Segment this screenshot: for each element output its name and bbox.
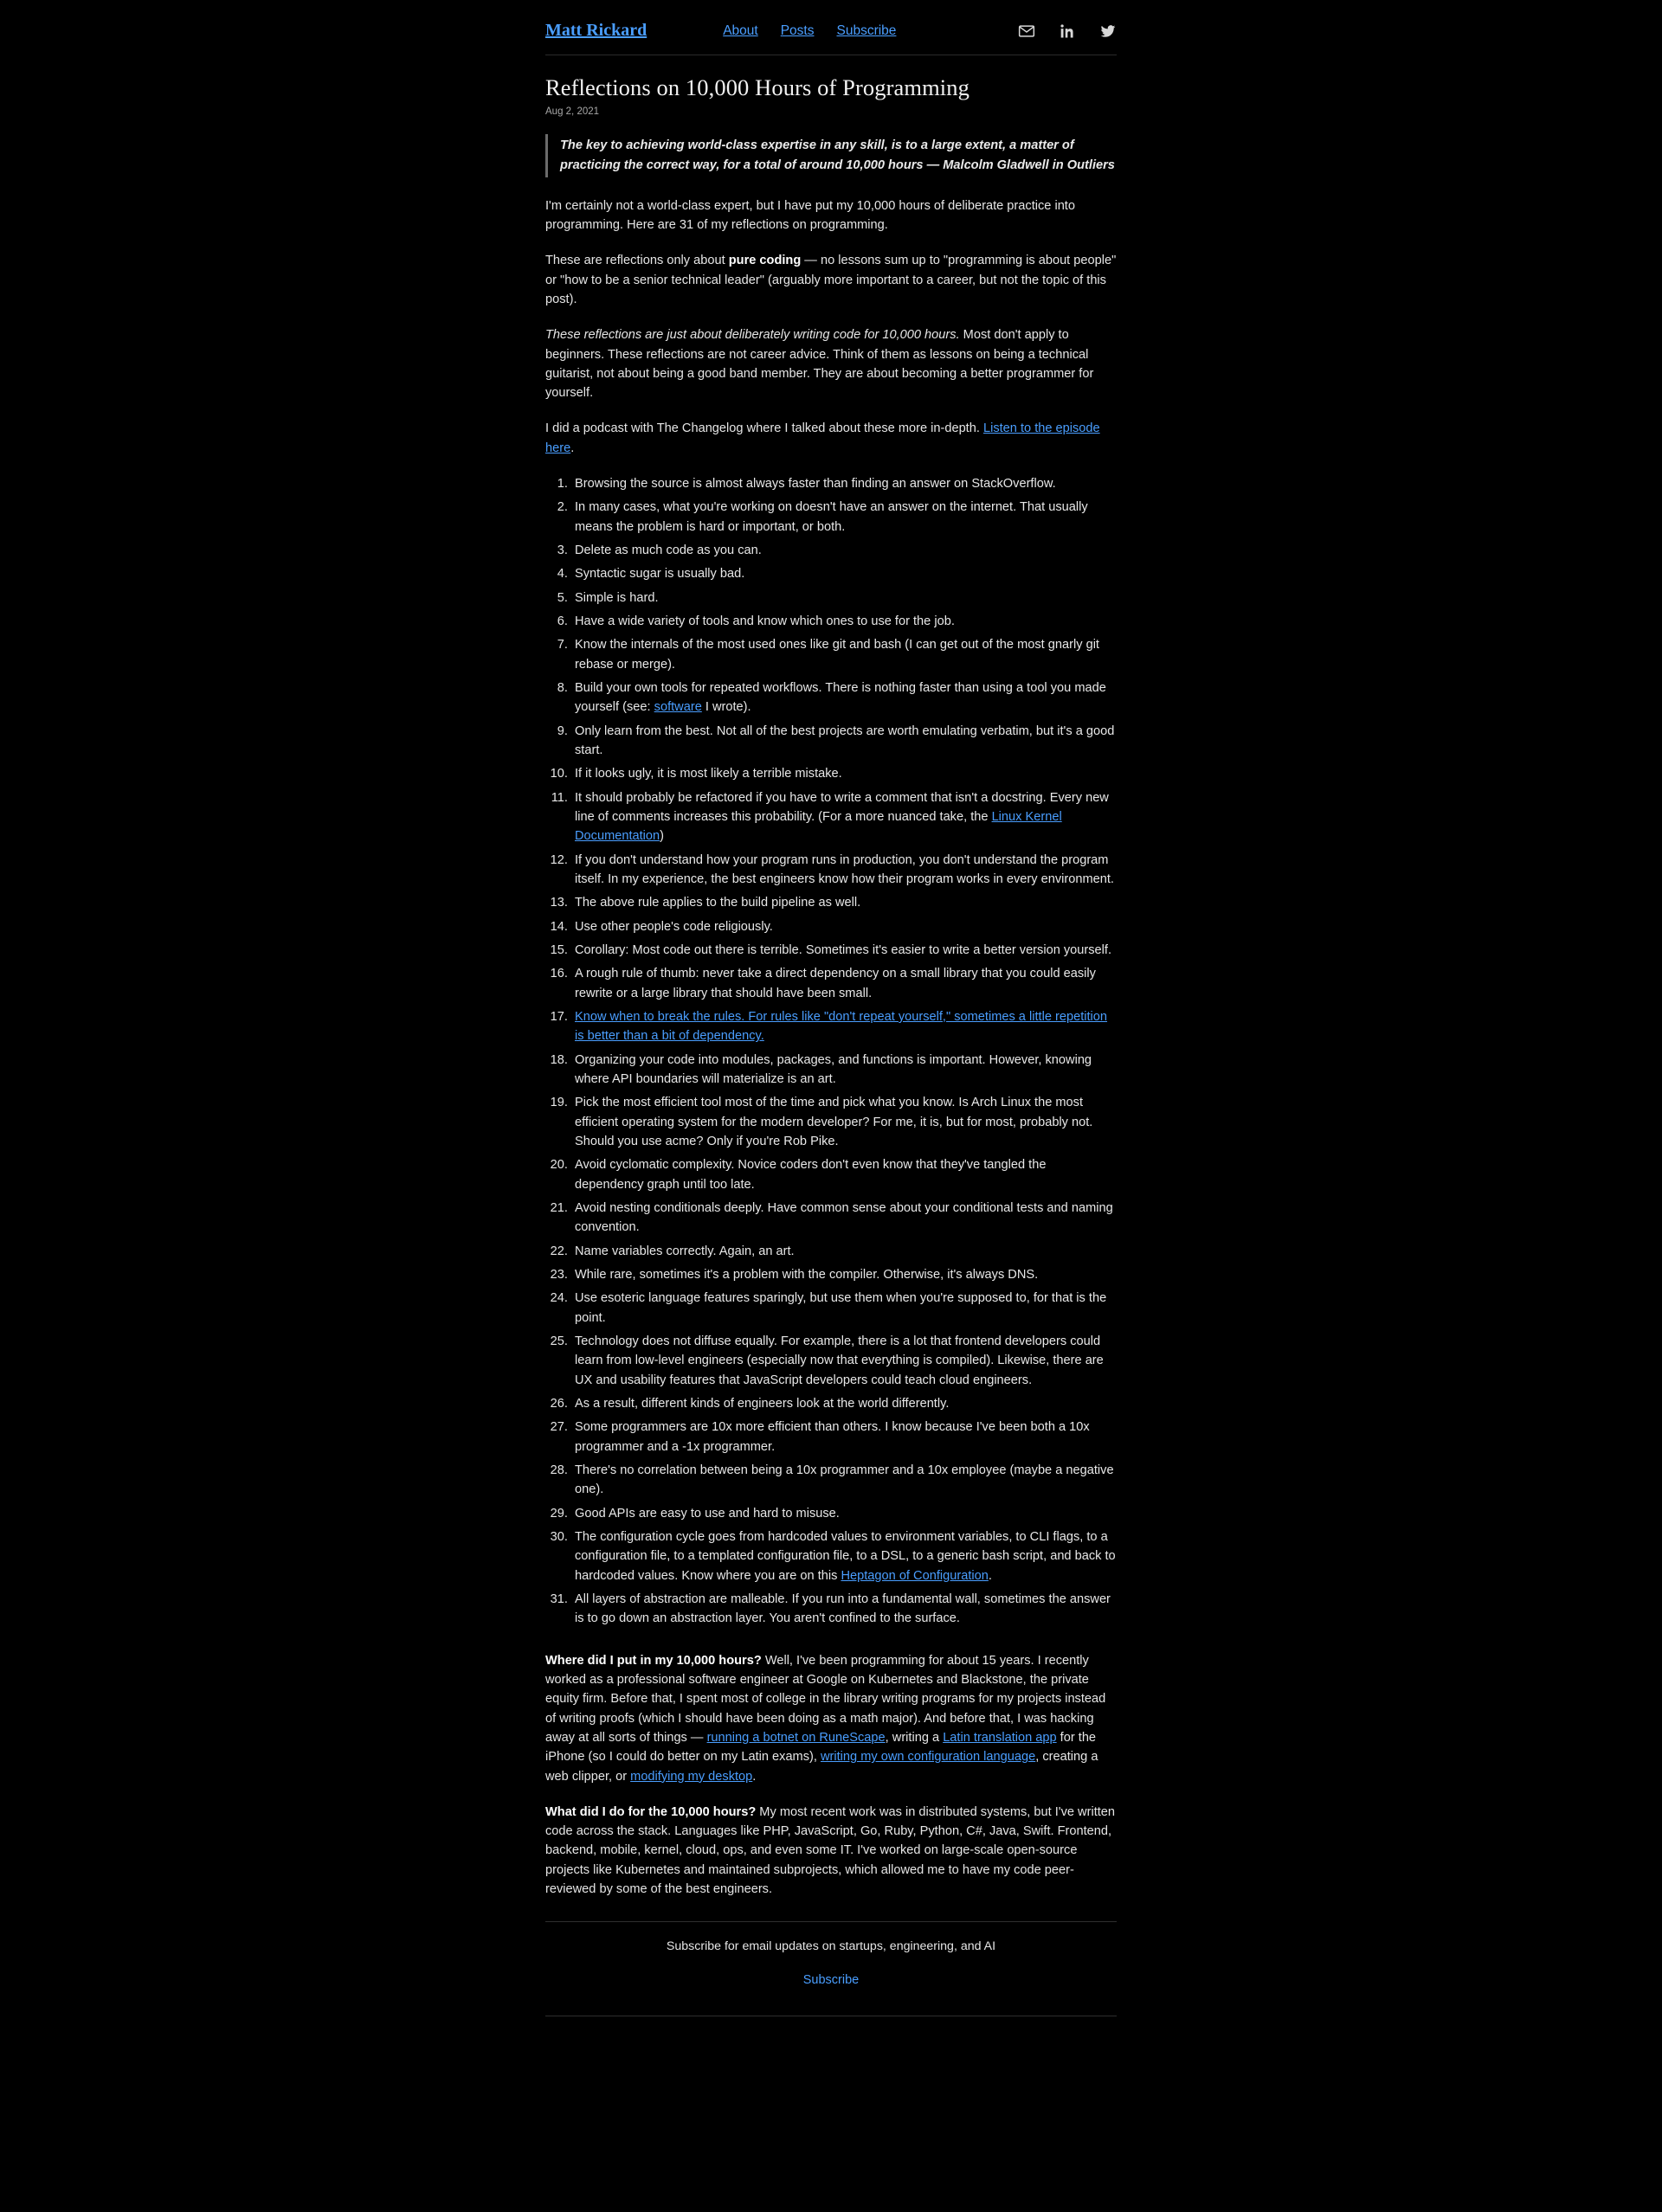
twitter-icon[interactable] — [1099, 23, 1117, 40]
list-item — [571, 1332, 1117, 1390]
intro-4-part-b: . — [570, 440, 575, 455]
modifying-desktop-link[interactable]: modifying my desktop — [630, 1769, 753, 1784]
site-header — [545, 9, 1117, 55]
list-item — [571, 1527, 1117, 1585]
list-item-text: Use esoteric language features sparingly, but use them when you're supposed to, for that is the point. — [575, 1291, 1107, 1325]
linux-kernel-documentation-link[interactable]: Linux Kernel Documentation — [575, 810, 1062, 844]
list-item-text: Know the internals of the most used ones like git and bash (I can get out of the most gnarly git rebase or merge). — [575, 638, 1099, 672]
where-text-5: . — [752, 1769, 757, 1784]
software-link[interactable]: software — [654, 700, 702, 715]
runescape-botnet-link[interactable]: running a botnet on RuneScape — [706, 1730, 886, 1745]
nav-item-about[interactable]: About — [723, 23, 758, 38]
list-item — [571, 1155, 1117, 1194]
where-hours-heading: Where did I put in my 10,000 hours? — [545, 1653, 762, 1668]
main-navigation — [697, 23, 896, 39]
where-text-1: Well, I've been programming for about 15 years. I recently worked as a professional software engineer at Google on Kubernetes and Blackstone, the private equity firm. Before that, I spent most of college in the library writing programs for my projects instead of writing proofs (which I should have been doing as a math major). And before that, I was hacking away at all sorts of things — — [545, 1653, 1106, 1745]
list-item-text: Simple is hard. — [575, 590, 659, 605]
nav-item-posts[interactable]: Posts — [780, 23, 815, 38]
subscribe-button[interactable]: Subscribe — [802, 1973, 860, 1988]
where-text-4: , creating a web clipper, or — [545, 1750, 1098, 1784]
list-item-text: Technology does not diffuse equally. For example, there is a lot that frontend developers could learn from low-level engineers (especially now that everything is compiled). Likewise, there are UX and usability features that JavaScript developers could teach cloud engineers. — [575, 1334, 1104, 1387]
content-container — [545, 0, 1117, 2016]
list-item — [571, 1504, 1117, 1523]
list-item — [571, 1289, 1117, 1328]
linkedin-icon[interactable] — [1059, 23, 1076, 40]
email-icon[interactable] — [1018, 23, 1035, 40]
list-item — [571, 851, 1117, 890]
list-item-text-tail: I wrote). — [701, 700, 751, 715]
list-item — [571, 1199, 1117, 1238]
paragraph-where-hours — [545, 1651, 1117, 1786]
list-item — [571, 788, 1117, 846]
list-item — [571, 588, 1117, 608]
latin-translation-app-link[interactable]: Latin translation app — [943, 1730, 1057, 1745]
list-item — [571, 564, 1117, 583]
list-item — [571, 1265, 1117, 1284]
list-item-text: Avoid nesting conditionals deeply. Have common sense about your conditional tests and naming convention. — [575, 1200, 1113, 1235]
list-item — [571, 1590, 1117, 1629]
list-item-text: There's no correlation between being a 10x programmer and a 10x employee (maybe a negative one). — [575, 1463, 1114, 1497]
list-item — [571, 917, 1117, 936]
list-item — [571, 541, 1117, 560]
where-text-3: for the iPhone (so I could do better on my Latin exams), — [545, 1730, 1097, 1765]
intro-2-part-a: These are reflections only about — [545, 254, 729, 268]
list-item — [571, 941, 1117, 960]
list-item-text: Corollary: Most code out there is terrible. Sometimes it's easier to write a better version yourself. — [575, 943, 1112, 958]
paragraph-intro-1: I'm certainly not a world-class expert, but I have put my 10,000 hours of deliberate practice into programming. Here are 31 of my reflections on programming. — [545, 198, 1075, 232]
divider — [545, 1921, 1117, 1922]
what-did-i-do-heading: What did I do for the 10,000 hours? — [545, 1804, 757, 1819]
paragraph-intro-2 — [545, 251, 1117, 309]
list-item — [571, 1242, 1117, 1261]
reflections-list — [545, 474, 1117, 1628]
list-item — [571, 764, 1117, 783]
list-item-text: Name variables correctly. Again, an art. — [575, 1244, 795, 1258]
list-item-text-tail: . — [988, 1568, 992, 1583]
list-item-text: Avoid cyclomatic complexity. Novice coders don't even know that they've tangled the dependency graph until too late. — [575, 1158, 1047, 1192]
paragraph-what-did-i-do — [545, 1803, 1117, 1900]
list-item — [571, 893, 1117, 912]
list-item-text: Pick the most efficient tool most of the time and pick what you know. Is Arch Linux the most efficient operating system for the modern developer? For me, it is, but for most, probably not. Should you use acme? Only if you're Rob Pike. — [575, 1096, 1093, 1148]
list-item-text: If you don't understand how your program runs in production, you don't understand the program itself. In my experience, the best engineers know how their program works in every environment. — [575, 852, 1114, 887]
nav-item-subscribe[interactable]: Subscribe — [836, 23, 897, 38]
list-item-text: In many cases, what you're working on doesn't have an answer on the internet. That usually means the problem is hard or important, or both. — [575, 500, 1088, 534]
list-item-text: Delete as much code as you can. — [575, 543, 762, 558]
page-title: Reflections on 10,000 Hours of Programming — [545, 74, 970, 100]
list-item — [571, 1461, 1117, 1500]
break-the-rules-link[interactable]: Know when to break the rules. For rules like "don't repeat yourself," sometimes a little repetition is better than a bit of dependency. — [575, 1010, 1108, 1044]
subscribe-section — [545, 1939, 1117, 1993]
list-item-text: All layers of abstraction are malleable. If you run into a fundamental wall, sometimes the answer is to go down an abstraction layer. You aren't confined to the surface. — [575, 1591, 1111, 1626]
paragraph-intro-3 — [545, 325, 1117, 402]
post-date: Aug 2, 2021 — [545, 106, 600, 117]
list-item — [571, 1093, 1117, 1151]
site-brand-link[interactable]: Matt Rickard — [545, 21, 647, 40]
list-item — [571, 498, 1117, 537]
list-item-text: The configuration cycle goes from hardcoded values to environment variables, to CLI flags, to a configuration file, to a templated configuration file, to a DSL, to a generic bash script, and back to hardcoded values. Know where you are on this — [575, 1529, 1116, 1583]
list-item — [571, 678, 1117, 717]
list-item-text-tail: ) — [660, 829, 665, 844]
list-item — [571, 722, 1117, 761]
list-item — [571, 474, 1117, 493]
list-item — [571, 635, 1117, 674]
heptagon-of-configuration-link[interactable]: Heptagon of Configuration — [841, 1568, 989, 1583]
list-item-text: As a result, different kinds of engineers look at the world differently. — [575, 1396, 950, 1411]
where-text-2: , writing a — [885, 1730, 944, 1745]
list-item-text: While rare, sometimes it's a problem with the compiler. Otherwise, it's always DNS. — [575, 1267, 1039, 1282]
list-item-text: Organizing your code into modules, packages, and functions is important. However, knowing where API boundaries will materialize is an art. — [575, 1052, 1092, 1086]
list-item — [571, 1007, 1117, 1046]
list-item-text: Use other people's code religiously. — [575, 919, 773, 934]
list-item — [571, 1394, 1117, 1413]
configuration-language-link[interactable]: writing my own configuration language — [820, 1750, 1036, 1765]
list-item-text: Browsing the source is almost always faster than finding an answer on StackOverflow. — [575, 477, 1056, 492]
list-item-text: Have a wide variety of tools and know which ones to use for the job. — [575, 614, 955, 629]
subscribe-description: Subscribe for email updates on startups, engineering, and AI — [666, 1939, 996, 1954]
list-item — [571, 612, 1117, 631]
list-item — [571, 1051, 1117, 1090]
list-item-text: Syntactic sugar is usually bad. — [575, 567, 745, 582]
intro-2-bold: pure coding — [728, 254, 802, 268]
list-item-text: Build your own tools for repeated workflows. There is nothing faster than using a tool you made yourself (see: — [575, 681, 1106, 715]
paragraph-intro-4 — [545, 419, 1117, 458]
social-links — [1018, 23, 1117, 40]
list-item-text: Good APIs are easy to use and hard to misuse. — [575, 1506, 840, 1521]
list-item — [571, 964, 1117, 1003]
podcast-episode-link[interactable]: Listen to the episode here — [545, 421, 1100, 455]
list-item-text: A rough rule of thumb: never take a direct dependency on a small library that you could easily rewrite or a large library that should have been small. — [575, 967, 1096, 1000]
what-did-i-do-text: My most recent work was in distributed systems, but I've written code across the stack. Languages like PHP, JavaScript, Go, Ruby, Python, C#, Java, Swift. Frontend, backend, mobile, kernel, cloud, ops, and even some IT. I've worked on large-scale open-source projects like Kubernetes and maintained subprojects, which allowed me to have my code peer-reviewed by some of the best engineers. — [545, 1804, 1116, 1897]
article — [545, 74, 1117, 1899]
list-item-text: It should probably be refactored if you have to write a comment that isn't a docstring. Every new line of comments increases this probability. (For a more nuanced take, the — [575, 790, 1109, 825]
list-item-text: Only learn from the best. Not all of the best projects are worth emulating verbatim, but it's a good start. — [575, 723, 1115, 758]
intro-4-part-a: I did a podcast with The Changelog where I talked about these more in-depth. — [545, 421, 983, 436]
list-item-text: The above rule applies to the build pipeline as well. — [575, 896, 861, 910]
intro-3-rest: Most don't apply to beginners. These reflections are not career advice. Think of them as lessons on being a technical guitarist, not about being a good band member. They are about becoming a better programmer for yourself. — [545, 328, 1094, 401]
pull-quote: The key to achieving world-class expertise in any skill, is to a large extent, a matter of practicing the correct way, for a total of around 10,000 hours — Malcolm Gladwell in Outliers — [545, 134, 1117, 177]
intro-3-emphasis: These reflections are just about deliberately writing code for 10,000 hours. — [545, 328, 960, 343]
list-item-text: If it looks ugly, it is most likely a terrible mistake. — [575, 767, 842, 781]
list-item-text: Some programmers are 10x more efficient than others. I know because I've been both a 10x programmer and a -1x programmer. — [575, 1420, 1090, 1454]
intro-2-part-b: — no lessons sum up to "programming is about people" or "how to be a senior technical leader" (arguably more important to a career, but not the topic of this post). — [545, 254, 1117, 306]
list-item — [571, 1418, 1117, 1456]
